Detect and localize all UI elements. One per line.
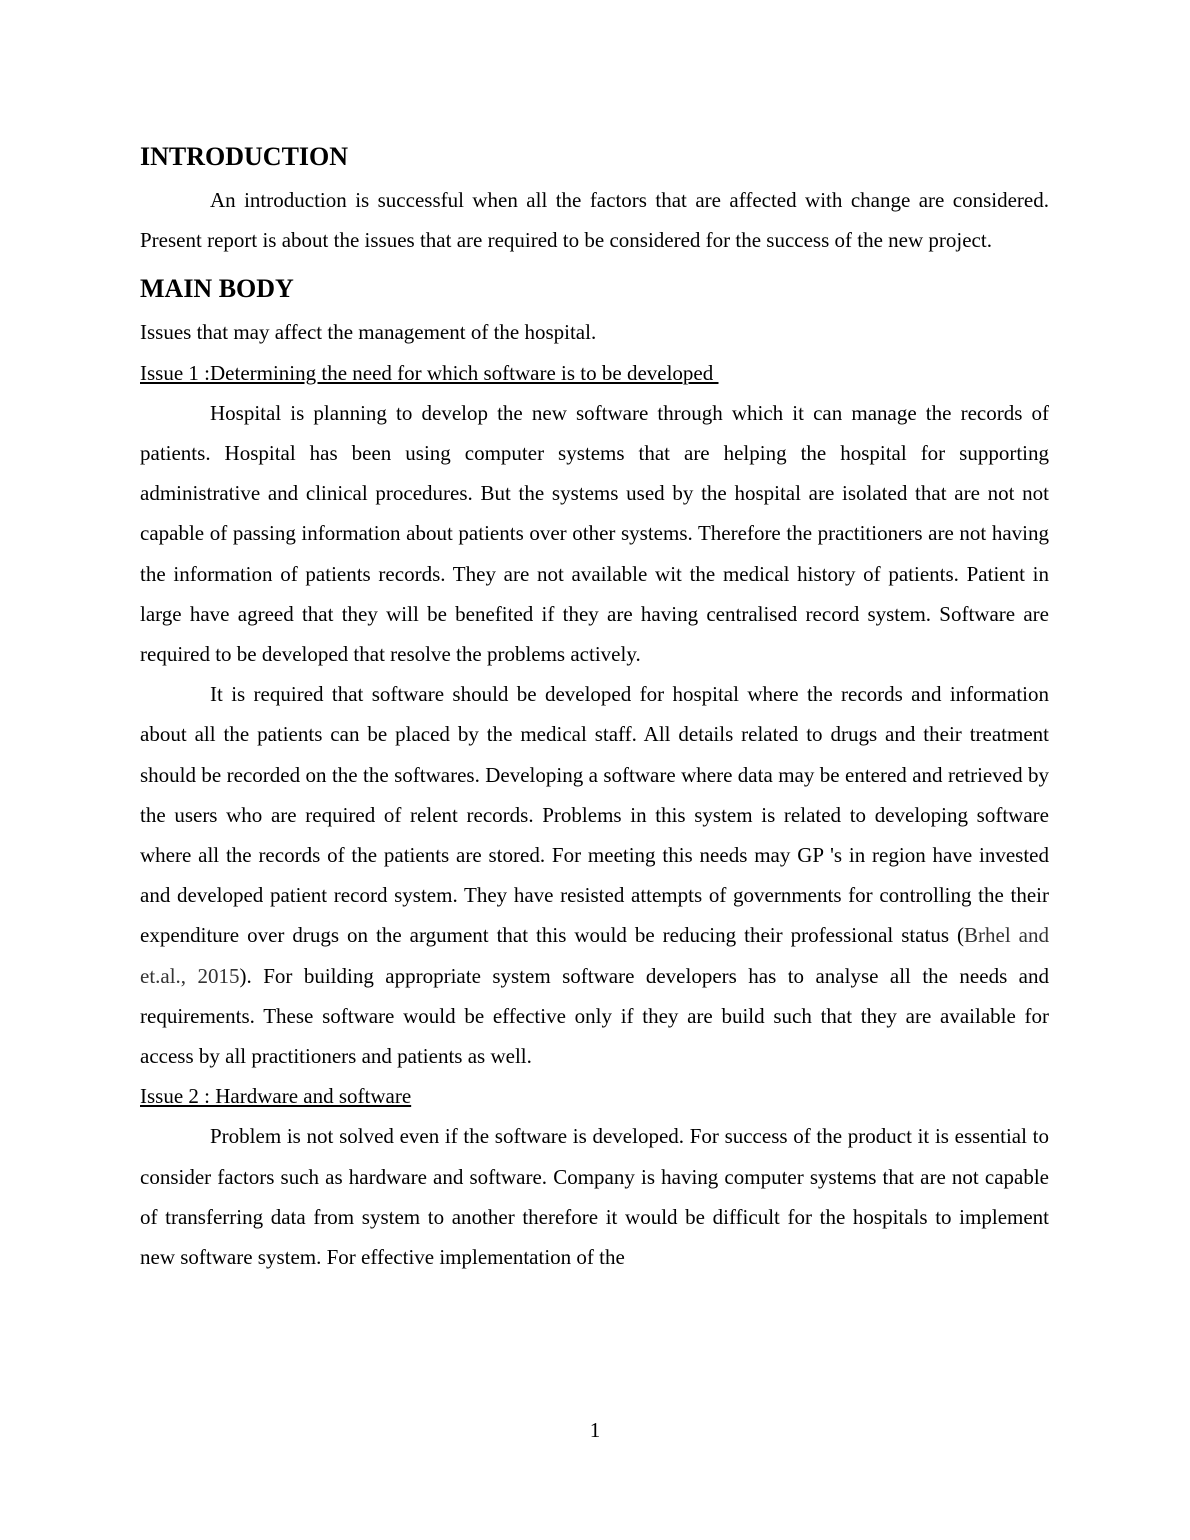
issue-1-paragraph-2-text-end: ). For building appropriate system software developers has to analyse all the needs and requirements. These software would be effective only if they are build such that they are available for access by all practitioners and patients as well. — [140, 963, 1050, 1069]
page-content — [140, 138, 1049, 1277]
page-number: 1 — [589, 1418, 601, 1442]
issue-2-paragraph-1: Problem is not solved even if the software is developed. For success of the product it is essential to consider factors such as hardware and software. Company is having computer systems that are not capable of transferring data from system to another therefore it would be difficult for the hospitals to implement new software system. For effective implementation of the — [140, 1124, 1049, 1270]
issue-2-title: Issue 2 : Hardware and software — [140, 1084, 412, 1109]
issue-1-paragraph-1: Hospital is planning to develop the new software through which it can manage the records of patients. Hospital has been using computer systems that are helping the hospital for supporting administrative and clinical procedures. But the systems used by the hospital are isolated that are not not capable of passing information about patients over other systems. Therefore the practitioners are not having the information of patients records. They are not available wit the medical history of patients. Patient in large have agreed that they will be benefited if they are having centralised record system. Software are required to be developed that resolve the problems actively. — [140, 400, 1049, 667]
issue-1-paragraph-2-text: It is required that software should be developed for hospital where the records and information about all the patients can be placed by the medical staff. All details related to drugs and their treatment should be recorded on the the softwares. Developing a software where data may be entered and retrieved by the users who are required of relent records. Problems in this system is related to developing software where all the records of the patients are stored. For meeting this needs may GP 's in region have invested and developed patient record system. They have resisted attempts of governments for controlling the their expenditure over drugs on the argument that this would be reducing their professional status ( — [140, 682, 1049, 948]
main-body-lead: Issues that may affect the management of the hospital. — [140, 320, 597, 345]
issue-1-paragraph-2 — [140, 674, 1049, 1076]
introduction-paragraph: An introduction is successful when all the factors that are affected with change are considered. Present report is about the issues that are required to be considered for the success of the new project. — [140, 188, 1049, 253]
issue-1-title: Issue 1 :Determining the need for which software is to be developed — [140, 360, 719, 385]
introduction-heading: INTRODUCTION — [140, 142, 349, 171]
main-body-heading: MAIN BODY — [140, 274, 294, 304]
citation: Brhel and et.al., 2015 — [140, 923, 1049, 988]
